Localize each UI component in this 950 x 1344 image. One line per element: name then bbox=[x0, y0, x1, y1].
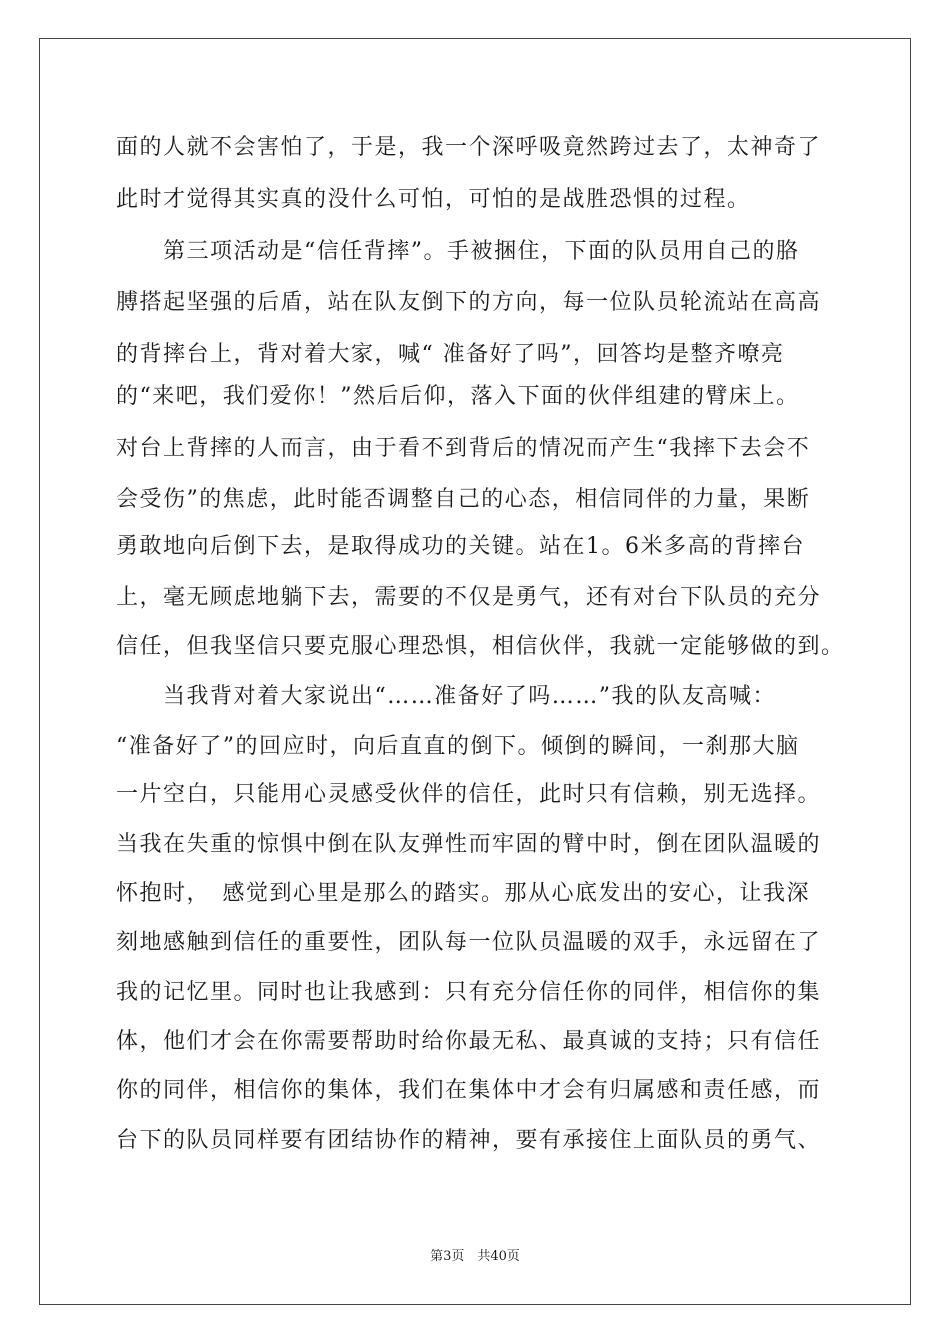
body-text-line: 怀抱时， 感觉到心里是那么的踏实。那从心底发出的安心，让我深 bbox=[116, 881, 811, 906]
page-border bbox=[39, 38, 911, 1305]
body-text-line: 当我背对着大家说出“……准备好了吗……”我的队友高喊： bbox=[116, 684, 776, 709]
body-text-line: 我的记忆里。同时也让我感到：只有充分信任你的同伴，相信你的集 bbox=[116, 980, 822, 1005]
body-text-line: 台下的队员同样要有团结协作的精神，要有承接住上面队员的勇气、 bbox=[116, 1128, 822, 1153]
body-text-line: 信任，但我坚信只要克服心理恐惧，相信伙伴，我就一定能够做的到。 bbox=[116, 634, 845, 659]
body-text-line: 一片空白，只能用心灵感受伙伴的信任，此时只有信赖，别无选择。 bbox=[116, 782, 822, 807]
body-text-line: 膊搭起坚强的后盾，站在队友倒下的方向，每一位队员轮流站在高高 bbox=[116, 290, 822, 315]
body-text-line: 的“来吧，我们爱你！”然后后仰，落入下面的伙伴组建的臂床上。 bbox=[116, 384, 800, 409]
body-text-line: 第三项活动是“信任背摔”。手被捆住，下面的队员用自己的胳 bbox=[116, 239, 800, 264]
body-text-line: 刻地感触到信任的重要性，团队每一位队员温暖的双手，永远留在了 bbox=[116, 930, 822, 955]
body-text-line: 此时才觉得其实真的没什么可怕，可怕的是战胜恐惧的过程。 bbox=[116, 187, 751, 212]
body-text-line: 体，他们才会在你需要帮助时给你最无私、最真诚的支持；只有信任 bbox=[116, 1029, 822, 1054]
page-footer: 第3页 共40页 bbox=[430, 1249, 520, 1264]
body-text-line: 勇敢地向后倒下去，是取得成功的关键。站在1。6米多高的背摔台 bbox=[116, 534, 805, 559]
body-text-line: 的背摔台上，背对着大家，喊“ 准备好了吗”，回答均是整齐嘹亮 bbox=[116, 342, 785, 367]
body-text-line: 上，毫无顾虑地躺下去，需要的不仅是勇气，还有对台下队员的充分 bbox=[116, 585, 822, 610]
body-text-line: 当我在失重的惊惧中倒在队友弹性而牢固的臂中时，倒在团队温暖的 bbox=[116, 832, 822, 857]
body-text-line: 你的同伴，相信你的集体，我们在集体中才会有归属感和责任感，而 bbox=[116, 1078, 822, 1103]
body-text-line: “准备好了”的回应时，向后直直的倒下。倾倒的瞬间，一刹那大脑 bbox=[116, 734, 800, 759]
body-text-line: 面的人就不会害怕了，于是，我一个深呼吸竟然跨过去了，太神奇了 bbox=[116, 135, 822, 160]
body-text-line: 对台上背摔的人而言，由于看不到背后的情况而产生“我摔下去会不 bbox=[116, 436, 811, 461]
body-text-line: 会受伤”的焦虑，此时能否调整自己的心态，相信同伴的力量，果断 bbox=[116, 487, 811, 512]
